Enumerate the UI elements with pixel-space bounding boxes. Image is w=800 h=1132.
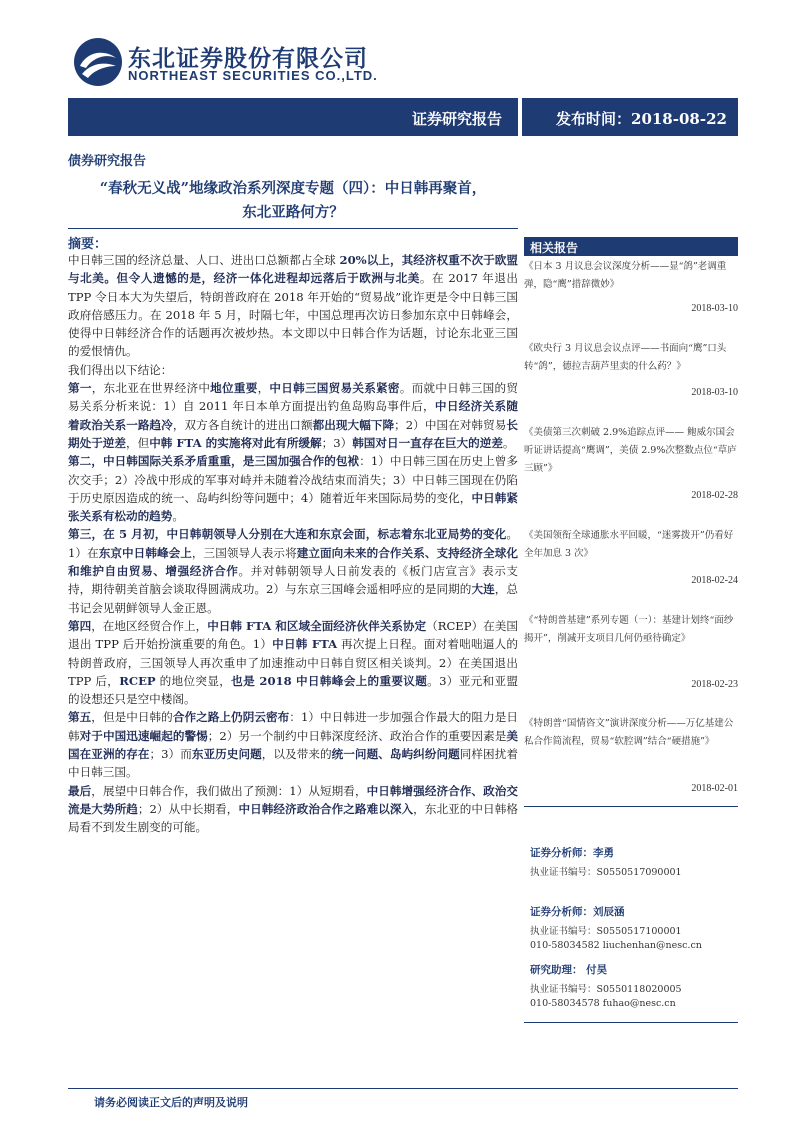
analyst-contact: 010-58034578 fuhao@nesc.cn — [530, 998, 676, 1009]
report-category: 债券研究报告 — [68, 154, 147, 169]
company-name-en: NORTHEAST SECURITIES CO.,LTD. — [128, 68, 378, 83]
related-report-title[interactable]: 《“特朗普基建”系列专题（一）：基建计划终“面纱揭开”，削减开支项目几何仍亟待确定》 — [524, 615, 734, 644]
analyst-divider — [524, 806, 738, 807]
title-divider — [68, 228, 518, 229]
report-type: 证券研究报告 — [412, 110, 503, 128]
analyst-role: 证券分析师：刘辰涵 — [530, 906, 625, 918]
conclusion-3: 第三，在 5 月初，中日韩朝领导人分别在大连和东京会面，标志着东北亚局势的变化。1）在东京中日韩峰会上，三国领导人表示将建立面向未来的合作关系、支持经济全球化和维护自由贸易、增强经济合作。并对韩朝领导人日前发表的《板门店宣言》表示支持，期待朝美首脑会谈取得圆满成功。2）与东京三国峰会遥相呼应的是同期的大连，总书记会见朝鲜领导人金正恩。 — [68, 527, 518, 615]
company-logo-icon — [72, 36, 124, 88]
analyst-role: 证券分析师：李勇 — [530, 847, 614, 859]
abstract-paragraph-1: 中日韩三国的经济总量、人口、进出口总额都占全球 20%以上，其经济权重不次于欧盟与北美。但令人遗憾的是，经济一体化进程却远落后于欧洲与北美。在 2017 年退出 TPP 令日本大为失望后，特朗普政府在 2018 年开始的“贸易战”讹诈更是令中日韩三国政府倍感压力。在 2018 年 5 月，时隔七年，中国总理再次访日参加东京中日韩峰会，使得中日韩经济合作的话题再次被炒热。本文即以中日韩合作为话题，讨论东北亚三国的爱恨情仇。 — [68, 253, 518, 359]
footer-disclaimer: 请务必阅读正文后的声明及说明 — [94, 1096, 248, 1109]
conclusion-final: 最后，展望中日韩合作，我们做出了预测：1）从短期看，中日韩增强经济合作、政治交流是大势所趋；2）从中长期看，中日韩经济政治合作之路难以深入，东北亚的中日韩格局看不到发生剧变的可能。 — [68, 783, 518, 835]
analyst-license: 执业证书编号：S0550118020005 — [530, 984, 682, 995]
related-report-date: 2018-03-10 — [691, 387, 738, 398]
footer-divider — [68, 1088, 738, 1089]
related-report-title[interactable]: 《欧央行 3 月议息会议点评——书面向“鹰”口头转“鸽”，德拉吉葫芦里卖的什么药？》 — [524, 343, 727, 372]
abstract-label: 摘要： — [68, 237, 108, 252]
related-report-date: 2018-02-28 — [691, 490, 738, 501]
page-title-line-2: 东北亚路何方？ — [242, 204, 344, 221]
related-report-date: 2018-02-01 — [691, 783, 738, 794]
conclusion-1: 第一，东北亚在世界经济中地位重要，中日韩三国贸易关系紧密。而就中日韩三国的贸易关系分析来说：1）自 2011 年日本单方面提出钓鱼岛购岛事件后，中日经济关系随着政治关系一路趋冷，双方各自统计的进出口额都出现大幅下降；2）中国在对韩贸易长期处于逆差，但中韩 FTA 的实施将对此有所缓解；3）韩国对日一直存在巨大的逆差。 — [68, 381, 518, 450]
related-report-title[interactable]: 《特朗普“国情咨文”演讲深度分析——万亿基建公私合作简流程，贸易“软腔调”结合“硬措施”》 — [524, 718, 734, 747]
analyst-contact: 010-58034582 liuchenhan@nesc.cn — [530, 940, 702, 951]
conclusion-4: 第四，在地区经贸合作上，中日韩 FTA 和区域全面经济伙伴关系协定（RCEP）在美国退出 TPP 后开始扮演重要的角色。1）中日韩 FTA 再次提上日程。面对着咄咄逼人的特朗普政府，三国领导人再次重申了加速推动中日韩自贸区相关谈判。2）在美国退出 TPP 后，RCEP 的地位突显，也是 2018 中日韩峰会上的重要议题。3）亚元和亚盟的设想还只是空中楼阁。 — [68, 618, 518, 707]
related-report-title[interactable]: 《日本 3 月议息会议深度分析——显“鸽”老调重弹，隐“鹰”措辞微妙》 — [524, 261, 727, 290]
analyst-license: 执业证书编号：S0550517100001 — [530, 926, 682, 937]
related-report-date: 2018-03-10 — [691, 303, 738, 314]
analyst-role: 研究助理： 付昊 — [530, 964, 608, 976]
related-report-title[interactable]: 《美债第三次刺破 2.9%追踪点评—— 鲍威尔国会听证讲话提高“鹰调”，美债 2.9%次整数点位“草庐三顾”》 — [524, 427, 737, 474]
company-name-cn: 东北证券股份有限公司 — [128, 46, 368, 72]
related-report-date: 2018-02-24 — [691, 575, 738, 586]
related-reports-title: 相关报告 — [530, 241, 579, 255]
conclusion-2: 第二，中日韩国际关系矛盾重重，是三国加强合作的包袱：1）中日韩三国在历史上曾多次交手；2）冷战中形成的军事对峙并未随着冷战结束而消失；3）中日韩三国现在仍陷于历史原因造成的统一、岛屿纠纷等问题中；4）随着近年来国际局势的变化，中日韩紧张关系有松动的趋势。 — [68, 454, 518, 524]
conclusion-5: 第五，但是中日韩的合作之路上仍阴云密布：1）中日韩进一步加强合作最大的阻力是日韩对于中国迅速崛起的警惕；2）另一个制约中日韩深度经济、政治合作的重要因素是美国在亚洲的存在；3）而东亚历史问题，以及带来的统一问题、岛屿纠纷问题同样困扰着中日韩三国。 — [68, 710, 518, 780]
abstract-body — [68, 251, 518, 837]
publish-date: 发布时间：2018-08-22 — [556, 110, 727, 128]
analyst-license: 执业证书编号：S0550517090001 — [530, 867, 682, 878]
related-report-title[interactable]: 《美国领衔全球通胀水平回暖，“迷雾拨开”仍看好全年加息 3 次》 — [524, 530, 734, 559]
sidebar-bottom-divider — [524, 1022, 738, 1023]
abstract-paragraph-2: 我们得出以下结论： — [68, 362, 173, 377]
page-title-line-1: “春秋无义战”地缘政治系列深度专题（四）：中日韩再聚首， — [99, 180, 487, 197]
related-report-date: 2018-02-23 — [691, 679, 738, 690]
